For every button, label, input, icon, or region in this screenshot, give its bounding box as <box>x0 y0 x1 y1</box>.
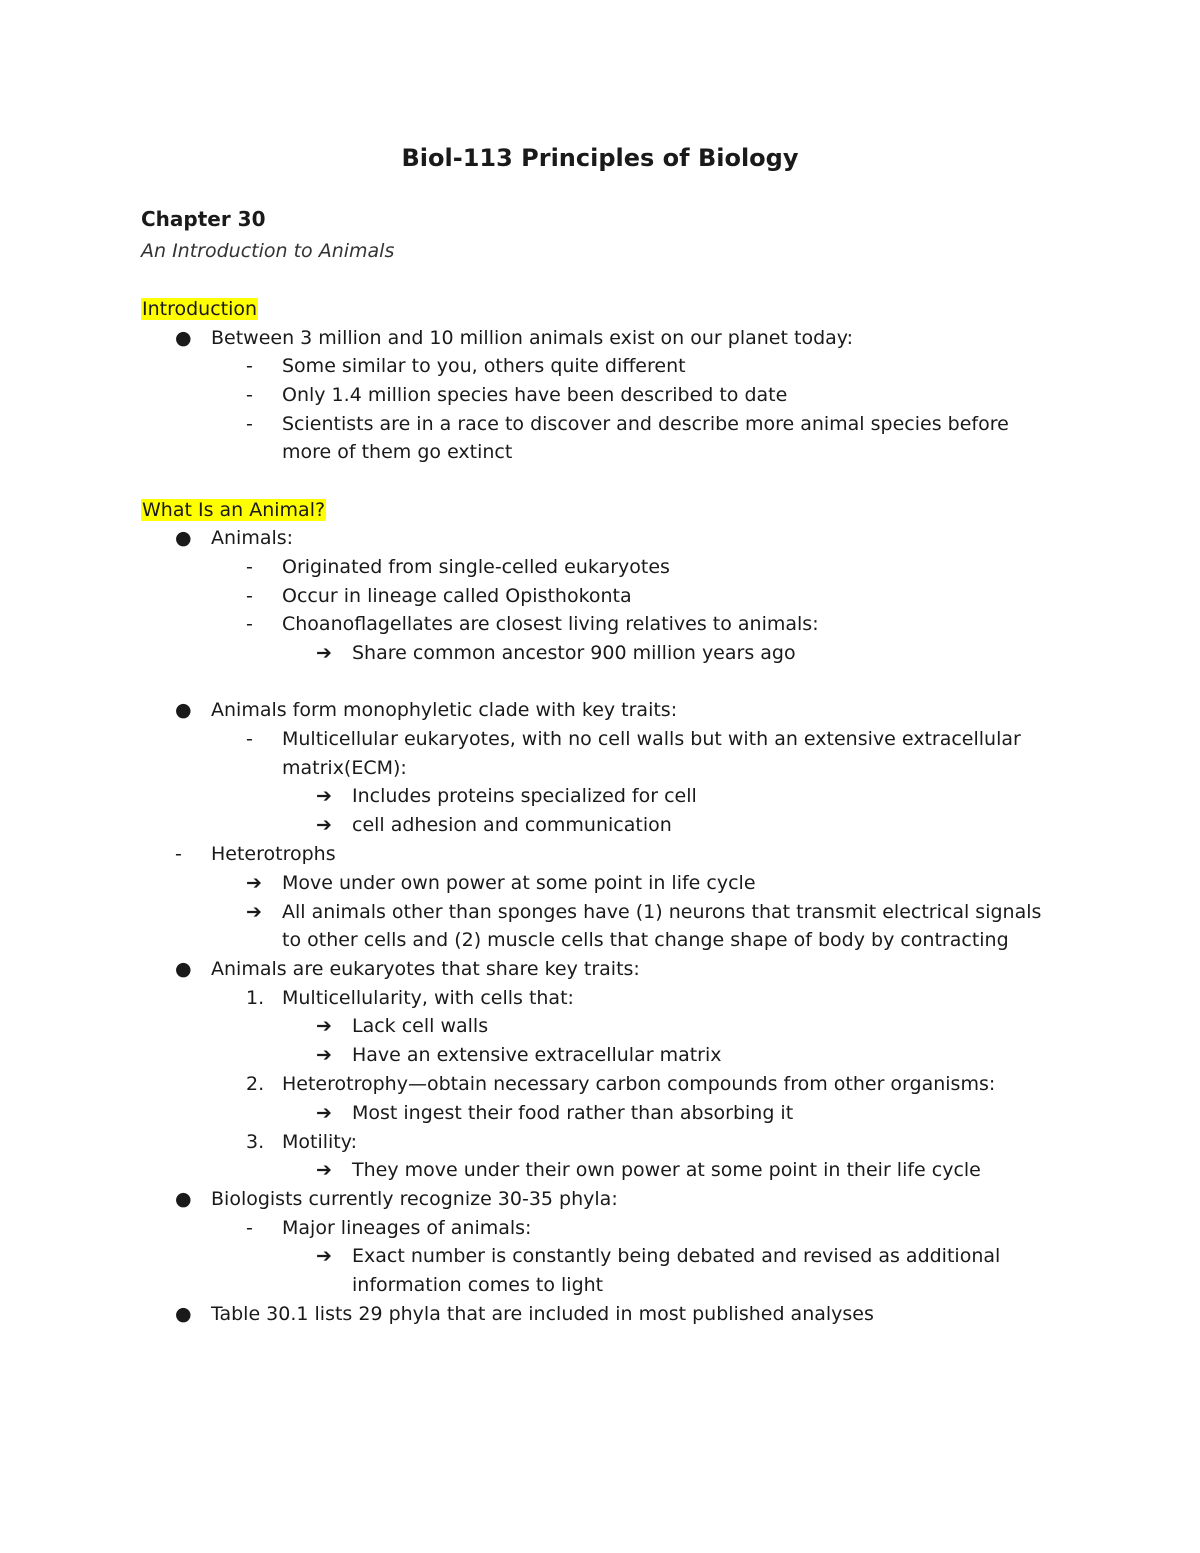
arrow-icon: ➔ <box>316 1245 332 1267</box>
list-item <box>316 783 697 809</box>
list-item-continuation: information comes to light <box>352 1274 604 1296</box>
list-item <box>175 697 677 723</box>
bullet-marker: ● <box>175 1303 192 1325</box>
bullet-marker: ● <box>175 327 192 349</box>
list-item-text: Animals are eukaryotes that share key traits: <box>211 958 640 980</box>
list-item-text: Have an extensive extracellular matrix <box>352 1044 722 1066</box>
dash-marker: - <box>175 843 182 865</box>
arrow-icon: ➔ <box>316 785 332 807</box>
arrow-icon: ➔ <box>246 872 262 894</box>
arrow-icon: ➔ <box>316 1159 332 1181</box>
list-item-text: Animals: <box>211 527 294 549</box>
dash-marker: - <box>246 728 253 750</box>
list-item-text: They move under their own power at some point in their life cycle <box>352 1159 981 1181</box>
list-item <box>316 1100 793 1126</box>
number-marker: 1. <box>246 987 265 1009</box>
list-item-text: Major lineages of animals: <box>282 1217 532 1239</box>
list-item-text: Multicellular eukaryotes, with no cell walls but with an extensive extracellular <box>282 728 1021 750</box>
list-item-text: Table 30.1 lists 29 phyla that are included in most published analyses <box>211 1303 874 1325</box>
list-item <box>175 1301 874 1327</box>
list-item-text: Between 3 million and 10 million animals exist on our planet today: <box>211 327 854 349</box>
list-item <box>175 325 853 351</box>
list-item <box>316 640 796 666</box>
list-item <box>246 611 819 637</box>
list-item-text: Animals form monophyletic clade with key traits: <box>211 699 678 721</box>
dash-marker: - <box>246 1217 253 1239</box>
list-item-text: Includes proteins specialized for cell <box>352 785 697 807</box>
list-item <box>246 583 632 609</box>
dash-marker: - <box>246 384 253 406</box>
list-item <box>175 841 336 867</box>
list-item-text: Biologists currently recognize 30-35 phyla: <box>211 1188 618 1210</box>
page-title: Biol-113 Principles of Biology <box>401 144 799 172</box>
arrow-icon: ➔ <box>246 901 262 923</box>
number-marker: 3. <box>246 1131 265 1153</box>
arrow-icon: ➔ <box>316 814 332 836</box>
list-item-text: Originated from single-celled eukaryotes <box>282 556 670 578</box>
list-item <box>246 1215 531 1241</box>
dash-marker: - <box>246 355 253 377</box>
list-item <box>246 1129 357 1155</box>
list-item-text: Choanoflagellates are closest living relatives to animals: <box>282 613 819 635</box>
list-item-text: Multicellularity, with cells that: <box>282 987 574 1009</box>
list-item <box>246 726 1021 752</box>
section-heading-what-is-an-animal <box>141 497 326 523</box>
list-item <box>246 382 787 408</box>
list-item-text: Exact number is constantly being debated and revised as additional <box>352 1245 1001 1267</box>
list-item <box>246 411 1009 437</box>
list-item <box>246 899 1041 925</box>
list-item-text: Some similar to you, others quite different <box>282 355 686 377</box>
list-item <box>246 870 756 896</box>
list-item-text: Scientists are in a race to discover and describe more animal species before <box>282 413 1009 435</box>
list-item-text: Heterotrophs <box>211 843 336 865</box>
list-item-text: Only 1.4 million species have been described to date <box>282 384 788 406</box>
dash-marker: - <box>246 613 253 635</box>
chapter-heading: Chapter 30 <box>141 207 266 231</box>
bullet-marker: ● <box>175 1188 192 1210</box>
list-item-text: All animals other than sponges have (1) neurons that transmit electrical signals <box>282 901 1042 923</box>
list-item <box>246 1071 995 1097</box>
bullet-marker: ● <box>175 958 192 980</box>
dash-marker: - <box>246 585 253 607</box>
list-item-continuation: matrix(ECM): <box>282 757 407 779</box>
list-item <box>316 1157 981 1183</box>
list-item <box>246 353 686 379</box>
list-item <box>316 812 672 838</box>
list-item <box>175 1186 618 1212</box>
list-item-continuation: to other cells and (2) muscle cells that change shape of body by contracting <box>282 929 1009 951</box>
list-item <box>175 525 293 551</box>
list-item-text: Most ingest their food rather than absorbing it <box>352 1102 794 1124</box>
list-item-text: cell adhesion and communication <box>352 814 672 836</box>
list-item-text: Motility: <box>282 1131 358 1153</box>
list-item <box>316 1013 488 1039</box>
list-item <box>246 985 574 1011</box>
list-item-text: Share common ancestor 900 million years ago <box>352 642 796 664</box>
highlighted-heading: What Is an Animal? <box>142 499 326 521</box>
highlighted-heading: Introduction <box>142 298 258 320</box>
list-item <box>246 554 670 580</box>
arrow-icon: ➔ <box>316 1044 332 1066</box>
bullet-marker: ● <box>175 527 192 549</box>
section-heading-introduction <box>141 296 258 322</box>
list-item-text: Occur in lineage called Opisthokonta <box>282 585 632 607</box>
chapter-subtitle: An Introduction to Animals <box>141 240 395 262</box>
arrow-icon: ➔ <box>316 1102 332 1124</box>
arrow-icon: ➔ <box>316 642 332 664</box>
list-item-text: Lack cell walls <box>352 1015 489 1037</box>
list-item <box>175 956 640 982</box>
list-item-continuation: more of them go extinct <box>282 441 513 463</box>
dash-marker: - <box>246 556 253 578</box>
number-marker: 2. <box>246 1073 265 1095</box>
list-item-text: Move under own power at some point in life cycle <box>282 872 756 894</box>
bullet-marker: ● <box>175 699 192 721</box>
list-item-text: Heterotrophy—obtain necessary carbon compounds from other organisms: <box>282 1073 996 1095</box>
dash-marker: - <box>246 413 253 435</box>
list-item <box>316 1042 722 1068</box>
arrow-icon: ➔ <box>316 1015 332 1037</box>
list-item <box>316 1243 1000 1269</box>
